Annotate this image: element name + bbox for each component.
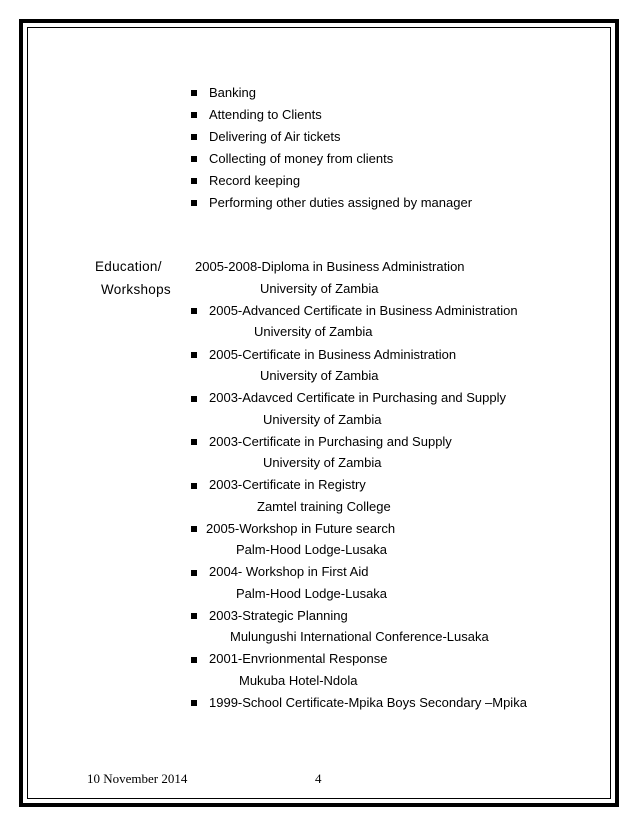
section-heading: Education/ [95,259,162,274]
education-title: 2001-Envrionmental Response [209,651,388,666]
education-institution: Palm-Hood Lodge-Lusaka [236,586,388,601]
education-title: 2005-2008-Diploma in Business Administration [195,259,465,274]
education-title: 2003-Strategic Planning [209,608,348,623]
bullet-icon [191,352,197,358]
bullet-icon [191,134,197,140]
bullet-icon [191,526,197,532]
education-title: 2003-Certificate in Purchasing and Supply [209,434,452,449]
section-heading: Workshops [101,282,171,297]
duty-item: Banking [209,85,256,100]
bullet-icon [191,700,197,706]
duty-item: Collecting of money from clients [209,151,394,166]
bullet-icon [191,613,197,619]
bullet-icon [191,178,197,184]
page-number: 4 [315,771,322,786]
duty-item: Performing other duties assigned by manager [209,195,473,210]
education-title: 2003-Certificate in Registry [209,477,366,492]
education-title: 2005-Certificate in Business Administration [209,347,457,362]
bullet-icon [191,396,197,402]
education-institution: Mulungushi International Conference-Lusaka [230,629,489,644]
education-title: 2003-Adavced Certificate in Purchasing and Supply [209,390,507,405]
education-title: 2005-Advanced Certificate in Business Administration [209,303,518,318]
education-institution: Mukuba Hotel-Ndola [239,673,358,688]
bullet-icon [191,308,197,314]
education-institution: University of Zambia [263,455,382,470]
duty-item: Attending to Clients [209,107,322,122]
education-institution: Zamtel training College [257,499,391,514]
education-title: 2005-Workshop in Future search [206,521,396,536]
duty-item: Delivering of Air tickets [209,129,341,144]
bullet-icon [191,483,197,489]
education-title: 1999-School Certificate-Mpika Boys Secondary –Mpika [209,695,527,710]
bullet-icon [191,156,197,162]
education-institution: University of Zambia [254,324,373,339]
education-institution: University of Zambia [260,281,379,296]
bullet-icon [191,570,197,576]
bullet-icon [191,200,197,206]
footer-date: 10 November 2014 [87,771,188,786]
bullet-icon [191,657,197,663]
bullet-icon [191,439,197,445]
education-institution: Palm-Hood Lodge-Lusaka [236,542,388,557]
duty-item: Record keeping [209,173,301,188]
bullet-icon [191,90,197,96]
education-institution: University of Zambia [263,412,382,427]
education-title: 2004- Workshop in First Aid [209,564,369,579]
bullet-icon [191,112,197,118]
education-institution: University of Zambia [260,368,379,383]
